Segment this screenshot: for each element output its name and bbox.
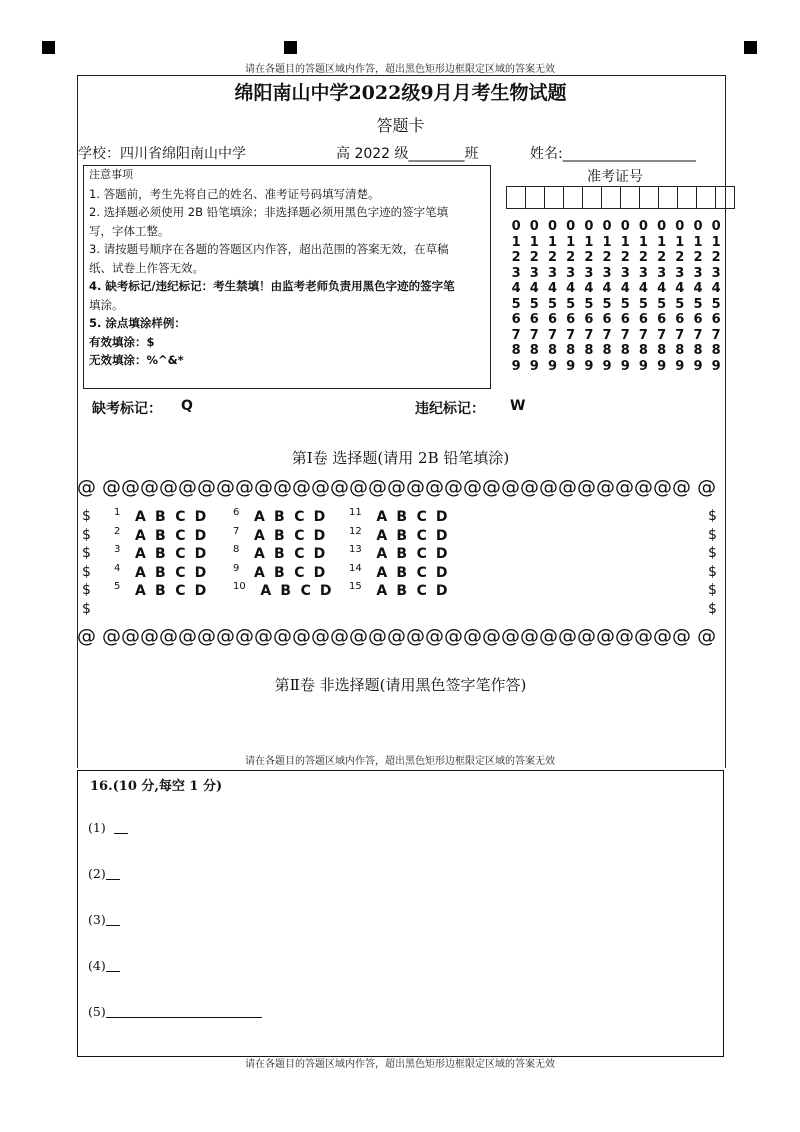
question-12 xyxy=(349,526,452,544)
exam-id-digit-cell[interactable]: 8 xyxy=(711,343,721,358)
option-bubble-c[interactable]: C xyxy=(416,583,427,600)
exam-id-digit-cell[interactable]: 3 xyxy=(566,265,576,281)
exam-id-digit-row xyxy=(507,281,725,297)
exam-id-digit-cell[interactable]: 9 xyxy=(529,358,539,374)
exam-id-digit-row xyxy=(507,297,725,313)
question-number: 2 xyxy=(114,525,121,537)
exam-id-digit-cell[interactable]: 2 xyxy=(620,250,630,265)
school-label: 学校：四川省绵阳南山中学 xyxy=(78,146,246,162)
exam-id-digit-cell[interactable]: 5 xyxy=(638,296,648,312)
name-field[interactable]: 姓名:___________________ xyxy=(530,146,696,162)
option-bubble-a[interactable]: A xyxy=(376,509,388,525)
exam-id-digit-cell[interactable]: 6 xyxy=(693,312,703,327)
dollar-mark-left: $ xyxy=(82,563,91,580)
alignment-mark-center xyxy=(284,41,297,54)
option-bubble-a[interactable]: A xyxy=(260,583,272,600)
blank-label: (3) xyxy=(88,912,106,927)
option-bubble-c[interactable]: C xyxy=(416,527,427,544)
exam-id-digit-cell[interactable]: 1 xyxy=(638,234,648,250)
dollar-mark-left: $ xyxy=(82,545,91,562)
option-bubble-a[interactable]: A xyxy=(134,583,146,600)
exam-id-digit-cell[interactable]: 5 xyxy=(711,296,721,312)
option-bubble-c[interactable]: C xyxy=(175,509,186,525)
exam-id-digit-row xyxy=(507,235,725,251)
question-6 xyxy=(233,507,329,525)
question-number: 7 xyxy=(233,525,240,537)
option-bubble-b[interactable]: B xyxy=(155,564,166,581)
instruction-line: 2. 选择题必须使用 2B 铅笔填涂；非选择题必须用黑色字迹的签字笔填 xyxy=(89,205,449,219)
exam-id-digit-cell[interactable]: 0 xyxy=(602,219,612,234)
exam-id-digit-cell[interactable]: 2 xyxy=(602,250,612,265)
exam-id-digit-cell[interactable]: 0 xyxy=(529,219,539,234)
violation-label: 违纪标记： xyxy=(415,401,485,417)
option-bubble-b[interactable]: B xyxy=(396,564,408,581)
question-15 xyxy=(349,581,452,599)
exam-id-digit-cell[interactable]: 4 xyxy=(511,281,521,296)
exam-id-digit-cell[interactable]: 4 xyxy=(602,281,612,296)
exam-id-digit-cell[interactable]: 4 xyxy=(547,281,557,296)
option-bubble-c[interactable]: C xyxy=(294,546,305,563)
exam-id-digit-cell[interactable]: 6 xyxy=(547,312,557,327)
exam-id-digit-cell[interactable]: 1 xyxy=(675,234,685,250)
instruction-line: 1. 答题前，考生先将自己的姓名、准考证号码填写清楚。 xyxy=(89,186,380,201)
exam-id-digit-cell[interactable]: 6 xyxy=(566,312,576,327)
option-bubble-c[interactable]: C xyxy=(175,546,186,563)
exam-id-digit-cell[interactable]: 6 xyxy=(711,312,721,327)
exam-id-digit-cell[interactable]: 3 xyxy=(602,265,612,281)
option-bubble-d[interactable]: D xyxy=(435,546,448,563)
absent-label: 缺考标记： xyxy=(92,401,162,417)
timing-mark-row-bottom: @ @@@@@@@@@@@@@@@@@@@@@@@@@@@@@@@ @ xyxy=(77,625,717,647)
exam-id-digit-cell[interactable]: 4 xyxy=(566,281,576,296)
question-11 xyxy=(349,507,452,525)
dollar-mark-left: $ xyxy=(82,601,91,617)
exam-id-digit-cell[interactable]: 0 xyxy=(675,219,685,234)
question-13 xyxy=(349,544,452,562)
option-bubble-c[interactable]: C xyxy=(416,564,427,581)
question-number: 4 xyxy=(114,562,121,574)
exam-id-digit-cell[interactable]: 6 xyxy=(675,312,685,327)
exam-id-digit-cell[interactable]: 2 xyxy=(693,250,703,265)
option-bubble-b[interactable]: B xyxy=(280,583,292,600)
absent-mark[interactable]: Q xyxy=(181,398,193,414)
exam-id-digit-row xyxy=(507,359,725,375)
exam-id-digit-cell[interactable]: 5 xyxy=(675,296,685,312)
exam-id-digit-cell[interactable]: 6 xyxy=(620,312,630,327)
exam-id-digit-cell[interactable]: 4 xyxy=(529,281,539,296)
option-bubble-a[interactable]: A xyxy=(376,546,388,563)
option-bubble-a[interactable]: A xyxy=(134,527,146,544)
exam-id-digit-cell[interactable]: 7 xyxy=(657,327,667,343)
exam-id-digit-row xyxy=(507,219,725,235)
option-bubble-b[interactable]: B xyxy=(274,546,285,563)
exam-id-digit-cell[interactable]: 7 xyxy=(547,327,557,343)
exam-id-digit-cell[interactable]: 9 xyxy=(693,358,703,374)
exam-id-digit-cell[interactable]: 9 xyxy=(657,358,667,374)
page-title: 绵阳南山中学2022级9月月考生物试题 xyxy=(234,82,567,104)
question-number: 15 xyxy=(349,581,362,593)
section1-title: 第Ⅰ卷 选择题(请用 2B 铅笔填涂) xyxy=(291,449,510,467)
question-number: 10 xyxy=(233,581,246,593)
question-4 xyxy=(114,563,210,581)
exam-id-digit-cell[interactable]: 2 xyxy=(566,250,576,265)
exam-id-digit-cell[interactable]: 2 xyxy=(711,250,721,265)
q16-blank-3[interactable] xyxy=(88,912,120,927)
option-bubble-a[interactable]: A xyxy=(253,527,265,544)
exam-id-digit-cell[interactable]: 5 xyxy=(620,296,630,312)
option-bubble-d[interactable]: D xyxy=(194,564,207,581)
exam-id-digit-cell[interactable]: 2 xyxy=(547,250,557,265)
instruction-line: 填涂。 xyxy=(89,297,124,312)
exam-id-digit-cell[interactable]: 8 xyxy=(620,343,630,358)
option-bubble-d[interactable]: D xyxy=(435,564,448,581)
q16-title: 16.(10 分,每空 1 分) xyxy=(90,779,223,794)
exam-id-digit-cell[interactable]: 5 xyxy=(529,296,539,312)
page-subtitle: 答题卡 xyxy=(376,116,425,135)
exam-id-digit-cell[interactable]: 9 xyxy=(620,358,630,374)
exam-id-boxes[interactable] xyxy=(506,186,734,208)
exam-id-digit-cell[interactable]: 9 xyxy=(584,358,594,374)
exam-id-digit-cell[interactable]: 0 xyxy=(584,219,594,234)
option-bubble-d[interactable]: D xyxy=(313,564,326,581)
exam-id-digit-cell[interactable]: 3 xyxy=(547,265,557,281)
option-bubble-b[interactable]: B xyxy=(396,527,408,544)
option-bubble-c[interactable]: C xyxy=(294,564,305,581)
question-2 xyxy=(114,526,210,544)
violation-mark[interactable]: W xyxy=(510,398,526,414)
alignment-mark-left xyxy=(42,41,55,54)
invalid-fill-example: 无效填涂：%^&* xyxy=(89,353,184,367)
exam-id-digit-cell[interactable]: 5 xyxy=(657,296,667,312)
option-bubble-b[interactable]: B xyxy=(274,527,285,544)
exam-id-digit-grid[interactable] xyxy=(507,219,725,374)
question-10 xyxy=(233,581,336,599)
exam-id-digit-cell[interactable]: 2 xyxy=(638,250,648,265)
exam-id-digit-cell[interactable]: 7 xyxy=(711,327,721,343)
exam-id-digit-cell[interactable]: 8 xyxy=(657,343,667,358)
exam-id-digit-cell[interactable]: 2 xyxy=(584,250,594,265)
exam-id-digit-cell[interactable]: 0 xyxy=(657,219,667,234)
exam-id-digit-cell[interactable]: 9 xyxy=(511,358,521,374)
option-bubble-d[interactable]: D xyxy=(319,583,332,600)
exam-id-digit-cell[interactable]: 0 xyxy=(547,219,557,234)
exam-id-digit-cell[interactable]: 8 xyxy=(547,343,557,358)
exam-id-digit-cell[interactable]: 1 xyxy=(693,234,703,250)
instructions-box xyxy=(83,165,491,389)
exam-id-digit-cell[interactable]: 6 xyxy=(657,312,667,327)
exam-id-digit-cell[interactable]: 4 xyxy=(620,281,630,296)
option-bubble-a[interactable]: A xyxy=(134,509,146,525)
question-3 xyxy=(114,544,210,562)
option-bubble-d[interactable]: D xyxy=(194,527,207,544)
exam-id-digit-cell[interactable]: 5 xyxy=(584,296,594,312)
exam-id-digit-cell[interactable]: 2 xyxy=(657,250,667,265)
question-number: 8 xyxy=(233,544,240,556)
section2-title: 第Ⅱ卷 非选择题(请用黑色签字笔作答) xyxy=(274,676,527,694)
exam-id-label: 准考证号 xyxy=(587,169,643,185)
exam-id-digit-cell[interactable]: 1 xyxy=(711,234,721,250)
exam-id-digit-cell[interactable]: 9 xyxy=(547,358,557,374)
exam-id-digit-cell[interactable]: 6 xyxy=(529,312,539,327)
option-bubble-c[interactable]: C xyxy=(175,527,186,544)
exam-id-digit-cell[interactable]: 1 xyxy=(566,234,576,250)
blank-label: (1) xyxy=(88,820,106,835)
exam-id-digit-cell[interactable]: 2 xyxy=(675,250,685,265)
exam-id-digit-cell[interactable]: 8 xyxy=(693,343,703,358)
q16-blank-2[interactable] xyxy=(88,866,120,881)
exam-id-digit-cell[interactable]: 8 xyxy=(566,343,576,358)
question-number: 1 xyxy=(114,507,121,518)
dollar-mark-left: $ xyxy=(82,582,91,599)
exam-id-digit-cell[interactable]: 8 xyxy=(584,343,594,358)
exam-id-digit-cell[interactable]: 0 xyxy=(711,219,721,234)
option-bubble-d[interactable]: D xyxy=(435,509,448,525)
exam-id-digit-cell[interactable]: 8 xyxy=(675,343,685,358)
option-bubble-d[interactable]: D xyxy=(435,527,448,544)
option-bubble-c[interactable]: C xyxy=(175,564,186,581)
instruction-line: 写，字体工整。 xyxy=(89,223,170,238)
instructions-heading: 注意事项 xyxy=(89,168,133,181)
option-bubble-a[interactable]: A xyxy=(253,509,265,525)
exam-id-digit-cell[interactable]: 1 xyxy=(602,234,612,250)
option-bubble-a[interactable]: A xyxy=(253,546,265,563)
timing-mark-row-top: @ @@@@@@@@@@@@@@@@@@@@@@@@@@@@@@@ @ xyxy=(77,476,717,498)
question-5 xyxy=(114,581,210,599)
exam-id-digit-cell[interactable]: 4 xyxy=(693,281,703,296)
exam-id-digit-cell[interactable]: 7 xyxy=(638,327,648,343)
exam-id-digit-cell[interactable]: 9 xyxy=(675,358,685,374)
option-bubble-b[interactable]: B xyxy=(396,509,408,525)
option-bubble-a[interactable]: A xyxy=(376,527,388,544)
exam-id-digit-cell[interactable]: 1 xyxy=(657,234,667,250)
option-bubble-d[interactable]: D xyxy=(435,583,448,600)
alignment-mark-right xyxy=(744,41,757,54)
exam-id-digit-row xyxy=(507,343,725,359)
exam-id-digit-cell[interactable]: 7 xyxy=(584,327,594,343)
exam-id-digit-cell[interactable]: 8 xyxy=(511,343,521,358)
blank-label: (4) xyxy=(88,958,106,973)
exam-id-digit-cell[interactable]: 7 xyxy=(602,327,612,343)
mid-notice: 请在各题目的答题区域内作答，超出黑色矩形边框限定区域的答案无效 xyxy=(245,756,555,767)
exam-id-digit-cell[interactable]: 7 xyxy=(529,327,539,343)
exam-id-digit-cell[interactable]: 3 xyxy=(529,265,539,281)
exam-id-digit-cell[interactable]: 8 xyxy=(529,343,539,358)
exam-id-digit-cell[interactable]: 4 xyxy=(657,281,667,296)
exam-id-digit-cell[interactable]: 2 xyxy=(511,250,521,265)
dollar-mark-right: $ xyxy=(708,526,717,543)
option-bubble-b[interactable]: B xyxy=(155,509,166,525)
exam-id-digit-cell[interactable]: 1 xyxy=(511,234,521,250)
question-14 xyxy=(349,563,452,581)
question-1 xyxy=(114,507,210,525)
exam-id-digit-cell[interactable]: 5 xyxy=(511,296,521,312)
exam-id-digit-cell[interactable]: 5 xyxy=(693,296,703,312)
exam-id-digit-cell[interactable]: 7 xyxy=(693,327,703,343)
exam-id-digit-cell[interactable]: 9 xyxy=(711,358,721,374)
dollar-mark-right: $ xyxy=(708,508,717,524)
exam-id-digit-cell[interactable]: 4 xyxy=(711,281,721,296)
exam-id-digit-cell[interactable]: 6 xyxy=(584,312,594,327)
option-bubble-d[interactable]: D xyxy=(313,546,326,563)
exam-id-digit-cell[interactable]: 3 xyxy=(675,265,685,281)
exam-id-digit-cell[interactable]: 8 xyxy=(602,343,612,358)
exam-id-digit-cell[interactable]: 6 xyxy=(602,312,612,327)
question-7 xyxy=(233,526,329,544)
exam-id-digit-cell[interactable]: 3 xyxy=(657,265,667,281)
option-bubble-a[interactable]: A xyxy=(134,546,146,563)
exam-id-digit-cell[interactable]: 9 xyxy=(566,358,576,374)
option-bubble-c[interactable]: C xyxy=(416,509,427,525)
exam-id-digit-cell[interactable]: 3 xyxy=(511,265,521,281)
exam-id-digit-cell[interactable]: 6 xyxy=(638,312,648,327)
exam-id-digit-cell[interactable]: 8 xyxy=(638,343,648,358)
dollar-mark-right: $ xyxy=(708,545,717,562)
option-bubble-c[interactable]: C xyxy=(175,583,186,600)
q16-blank-4[interactable] xyxy=(88,958,120,973)
option-bubble-a[interactable]: A xyxy=(376,564,388,581)
exam-id-digit-cell[interactable]: 0 xyxy=(620,219,630,234)
blank-label: (5) xyxy=(88,1004,106,1019)
class-field[interactable]: 高 2022 级________班 xyxy=(336,146,479,162)
exam-id-digit-cell[interactable]: 7 xyxy=(675,327,685,343)
option-bubble-b[interactable]: B xyxy=(274,509,285,525)
exam-id-digit-cell[interactable]: 4 xyxy=(638,281,648,296)
instruction-line: 纸、试卷上作答无效。 xyxy=(89,260,204,275)
option-bubble-b[interactable]: B xyxy=(396,583,408,600)
option-bubble-b[interactable]: B xyxy=(155,583,166,600)
bottom-notice: 请在各题目的答题区域内作答，超出黑色矩形边框限定区域的答案无效 xyxy=(245,1059,555,1070)
question-number: 6 xyxy=(233,507,240,518)
question-number: 14 xyxy=(349,562,362,574)
option-bubble-a[interactable]: A xyxy=(253,564,265,581)
dollar-mark-left: $ xyxy=(82,508,91,524)
valid-fill-example: 有效填涂：$ xyxy=(89,334,155,349)
option-bubble-d[interactable]: D xyxy=(313,509,326,525)
exam-id-digit-cell[interactable]: 3 xyxy=(584,265,594,281)
exam-id-digit-cell[interactable]: 3 xyxy=(711,265,721,281)
dollar-mark-right: $ xyxy=(708,601,717,617)
option-bubble-c[interactable]: C xyxy=(294,527,305,544)
option-bubble-c[interactable]: C xyxy=(416,546,427,563)
question-9 xyxy=(233,563,329,581)
exam-id-digit-cell[interactable]: 9 xyxy=(602,358,612,374)
dollar-mark-left: $ xyxy=(82,526,91,543)
q16-blank-1[interactable] xyxy=(88,820,128,835)
option-bubble-d[interactable]: D xyxy=(194,583,207,600)
top-notice: 请在各题目的答题区域内作答，超出黑色矩形边框限定区域的答案无效 xyxy=(245,64,555,75)
exam-id-digit-cell[interactable]: 9 xyxy=(638,358,648,374)
instruction-line: 3. 请按题号顺序在各题的答题区内作答，超出范围的答案无效，在草稿 xyxy=(89,242,449,256)
dollar-mark-right: $ xyxy=(708,582,717,599)
exam-id-digit-cell[interactable]: 1 xyxy=(529,234,539,250)
question-number: 5 xyxy=(114,581,121,593)
instruction-line: 4. 缺考标记/违纪标记：考生禁填！由监考老师负责用黑色字迹的签字笔 xyxy=(89,279,455,293)
option-bubble-d[interactable]: D xyxy=(194,509,207,525)
question-number: 9 xyxy=(233,562,240,574)
option-bubble-c[interactable]: C xyxy=(294,509,305,525)
question-number: 11 xyxy=(349,507,362,518)
option-bubble-a[interactable]: A xyxy=(134,564,146,581)
exam-id-digit-cell[interactable]: 1 xyxy=(584,234,594,250)
exam-id-digit-cell[interactable]: 6 xyxy=(511,312,521,327)
question-number: 3 xyxy=(114,544,121,556)
exam-id-digit-cell[interactable]: 0 xyxy=(638,219,648,234)
exam-id-digit-cell[interactable]: 3 xyxy=(638,265,648,281)
exam-id-digit-cell[interactable]: 7 xyxy=(566,327,576,343)
exam-id-digit-cell[interactable]: 0 xyxy=(566,219,576,234)
option-bubble-b[interactable]: B xyxy=(155,527,166,544)
exam-id-digit-row xyxy=(507,328,725,344)
question-number: 12 xyxy=(349,525,362,537)
option-bubble-b[interactable]: B xyxy=(155,546,166,563)
question-number: 13 xyxy=(349,544,362,556)
exam-id-digit-cell[interactable]: 5 xyxy=(566,296,576,312)
exam-id-digit-row xyxy=(507,266,725,282)
exam-id-digit-cell[interactable]: 1 xyxy=(547,234,557,250)
exam-id-digit-cell[interactable]: 7 xyxy=(511,327,521,343)
exam-id-digit-cell[interactable]: 5 xyxy=(547,296,557,312)
exam-id-digit-row xyxy=(507,250,725,266)
option-bubble-b[interactable]: B xyxy=(274,564,285,581)
exam-id-digit-row xyxy=(507,312,725,328)
instruction-line: 5. 涂点填涂样例： xyxy=(89,316,186,330)
question-8 xyxy=(233,544,329,562)
exam-id-digit-cell[interactable]: 4 xyxy=(675,281,685,296)
exam-id-digit-cell[interactable]: 1 xyxy=(620,234,630,250)
option-bubble-c[interactable]: C xyxy=(300,583,311,600)
exam-id-digit-cell[interactable]: 0 xyxy=(511,219,521,234)
exam-id-digit-cell[interactable]: 0 xyxy=(693,219,703,234)
exam-id-digit-cell[interactable]: 7 xyxy=(620,327,630,343)
dollar-mark-right: $ xyxy=(708,563,717,580)
exam-id-digit-cell[interactable]: 5 xyxy=(602,296,612,312)
q16-blank-5[interactable] xyxy=(88,1004,262,1019)
exam-id-digit-cell[interactable]: 4 xyxy=(584,281,594,296)
blank-label: (2) xyxy=(88,866,106,881)
option-bubble-a[interactable]: A xyxy=(376,583,388,600)
exam-id-digit-cell[interactable]: 3 xyxy=(693,265,703,281)
exam-id-digit-cell[interactable]: 3 xyxy=(620,265,630,281)
option-bubble-d[interactable]: D xyxy=(194,546,207,563)
option-bubble-b[interactable]: B xyxy=(396,546,408,563)
exam-id-digit-cell[interactable]: 2 xyxy=(529,250,539,265)
option-bubble-d[interactable]: D xyxy=(313,527,326,544)
